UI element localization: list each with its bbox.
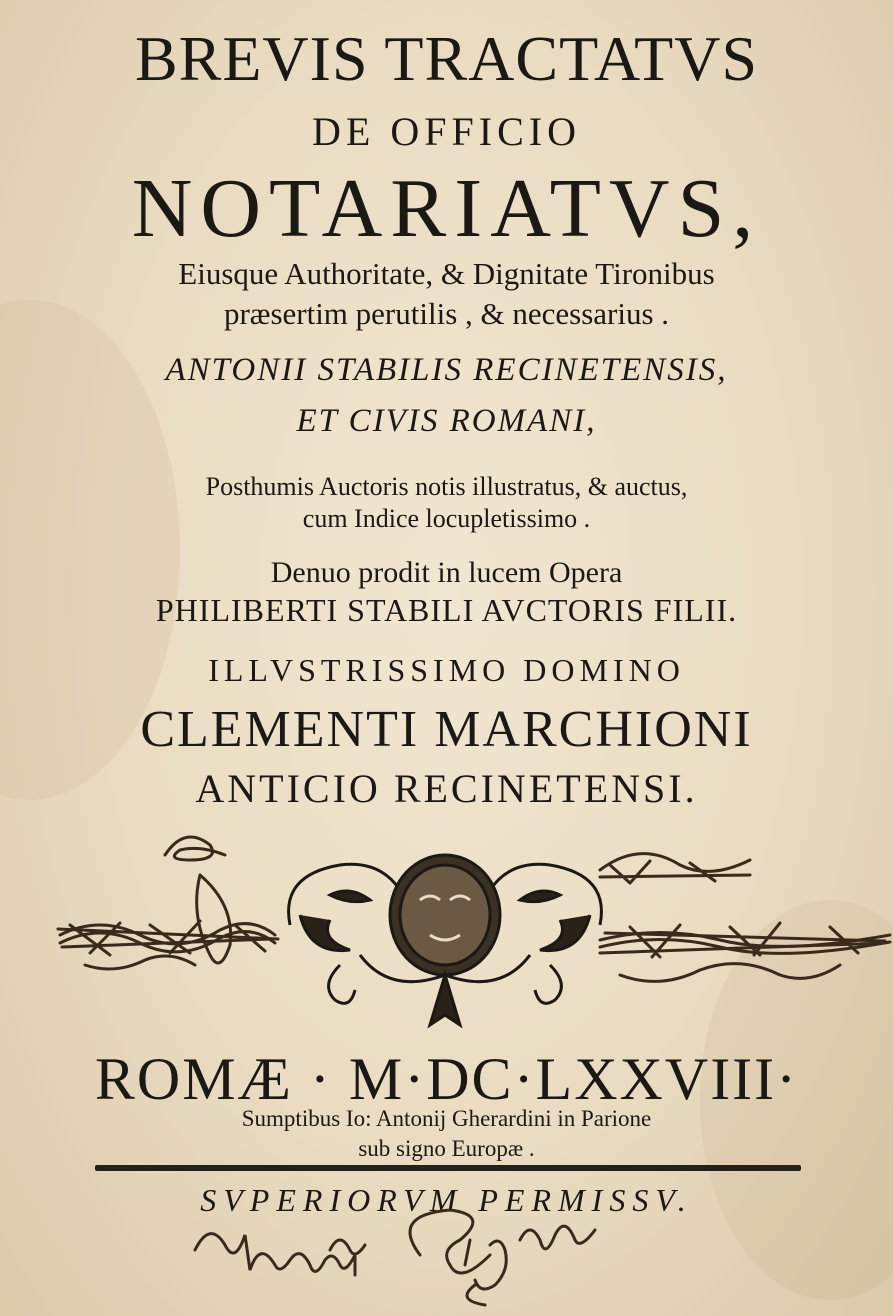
printer-ornament	[0, 815, 893, 1035]
publisher-line-2: sub signo Europæ .	[358, 1136, 535, 1161]
divider-rule	[95, 1165, 801, 1171]
permission-line: SVPERIORVM PERMISSV.	[200, 1182, 693, 1218]
handwritten-signature	[0, 1200, 893, 1310]
struck-out-inscription-left	[58, 837, 278, 969]
dedication-line-3: ANTICIO RECINETENSI.	[195, 766, 698, 811]
subtitle-line-1: Eiusque Authoritate, & Dignitate Tironibus	[178, 256, 715, 291]
notes-line-2: cum Indice locupletissimo .	[302, 504, 591, 533]
author-line-1: ANTONII STABILIS RECINETENSIS,	[165, 352, 728, 388]
editor-line-2: PHILIBERTI STABILI AVCTORIS FILII.	[155, 592, 738, 628]
subtitle-line-2: præsertim perutilis , & necessarius .	[223, 296, 670, 331]
publisher-line-1: Sumptibus Io: Antonij Gherardini in Parione	[241, 1106, 652, 1131]
imprint-line: ROMÆ · M·DC·LXXVIII·	[94, 1046, 799, 1112]
title-line-3: NOTARIATVS,	[131, 162, 762, 255]
title-line-1: BREVIS TRACTATVS	[134, 23, 759, 94]
dedication-line-1: ILLVSTRISSIMO DOMINO	[208, 652, 685, 688]
notes-line-1: Posthumis Auctoris notis illustratus, & auctus,	[205, 472, 688, 501]
mascaron-ornament-icon	[289, 855, 602, 1025]
author-line-2: ET CIVIS ROMANI,	[296, 403, 597, 439]
dedication-line-2: CLEMENTI MARCHIONI	[140, 701, 753, 758]
editor-line-1: Denuo prodit in lucem Opera	[270, 556, 623, 589]
title-line-2: DE OFFICIO	[312, 109, 581, 154]
struck-out-inscription-right	[600, 854, 890, 982]
